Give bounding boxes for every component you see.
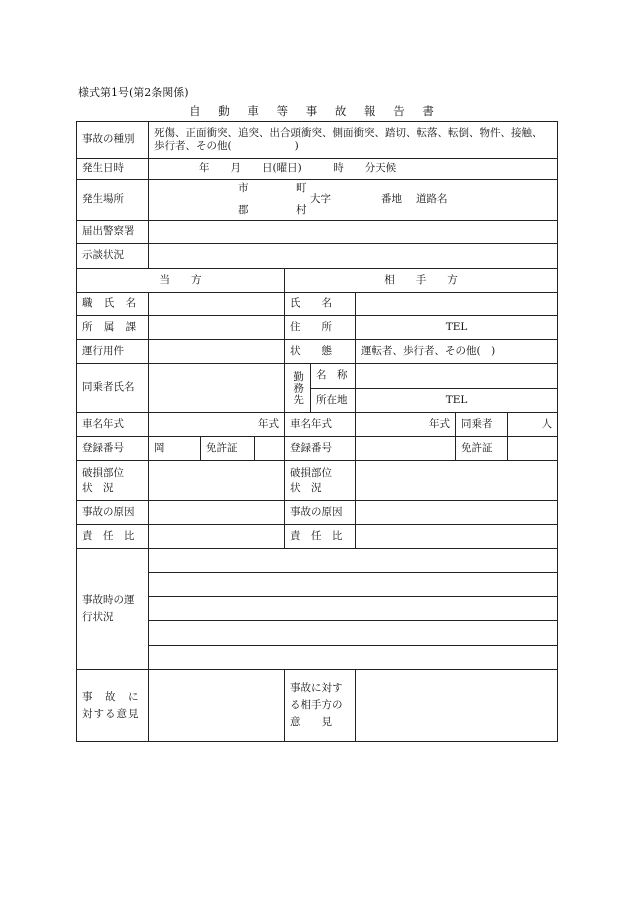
label-opinion-our: 事 故 に対する意見	[77, 670, 149, 742]
accident-report-table	[76, 121, 558, 742]
driving-status-line-2[interactable]	[149, 573, 558, 597]
our-department-field[interactable]	[149, 316, 285, 340]
our-damage-line1: 破損部位	[82, 467, 124, 480]
our-responsibility-field[interactable]	[149, 525, 285, 549]
label-co-riders: 同乗者	[456, 413, 508, 437]
other-license-field[interactable]	[508, 437, 558, 461]
label-our-cause: 事故の原因	[77, 501, 149, 525]
other-reg-number-field[interactable]	[356, 437, 456, 461]
label-workplace: 勤務先	[285, 364, 311, 413]
location-field[interactable]	[149, 180, 558, 221]
label-other-car-model: 車名年式	[285, 413, 356, 437]
label-our-car-model: 車名年式	[77, 413, 149, 437]
location-oaza: 大字	[310, 193, 331, 205]
our-cause-field[interactable]	[149, 501, 285, 525]
label-passengers: 同乗者氏名	[77, 364, 149, 413]
label-accident-type: 事故の種別	[77, 122, 149, 159]
location-village: 村	[296, 204, 307, 216]
other-address-field[interactable]	[356, 316, 558, 340]
label-other-address: 住 所	[285, 316, 356, 340]
location-road-name: 道路名	[416, 193, 448, 205]
our-damage-line2: 状 況	[82, 481, 114, 494]
tel-label: TEL	[445, 320, 468, 333]
our-passengers-field[interactable]	[149, 364, 285, 413]
label-workplace-name: 名 称	[311, 364, 356, 389]
co-riders-field[interactable]	[508, 413, 558, 437]
other-status-options[interactable]: 運転者、歩行者、その他( )	[356, 340, 558, 364]
location-county: 郡	[238, 204, 249, 216]
label-our-responsibility: 責 任 比	[77, 525, 149, 549]
label-police-station: 届出警察署	[77, 221, 149, 244]
label-workplace-location: 所在地	[311, 389, 356, 413]
label-department: 所 属 課	[77, 316, 149, 340]
location-city: 市	[238, 182, 249, 194]
driving-status-line-5[interactable]	[149, 646, 558, 670]
label-other-cause: 事故の原因	[285, 501, 356, 525]
other-name-field[interactable]	[356, 293, 558, 316]
opinion-our-field[interactable]	[149, 670, 285, 742]
label-location: 発生場所	[77, 180, 149, 221]
label-other-reg-number: 登録番号	[285, 437, 356, 461]
our-operation-field[interactable]	[149, 340, 285, 364]
location-banchi: 番地	[381, 193, 402, 205]
our-damage-field[interactable]	[149, 461, 285, 501]
opinion-other-field[interactable]	[356, 670, 558, 742]
label-other-status: 状 態	[285, 340, 356, 364]
reg-prefix: 岡	[154, 441, 165, 454]
datetime-field[interactable]: 年 月 日(曜日) 時 分天候	[149, 159, 558, 180]
other-damage-line2: 状 況	[290, 481, 322, 494]
label-our-damage	[77, 461, 149, 501]
our-year-suffix: 年式	[258, 417, 279, 430]
other-year-suffix: 年式	[429, 417, 450, 430]
driving-status-line-4[interactable]	[149, 621, 558, 646]
label-opinion-other: 事故に対する相手方の意 見	[285, 670, 356, 742]
our-name-field[interactable]	[149, 293, 285, 316]
label-other-license: 免許証	[456, 437, 508, 461]
label-driving-status: 事故時の運行状況	[77, 549, 149, 670]
other-responsibility-field[interactable]	[356, 525, 558, 549]
other-car-model-field[interactable]	[356, 413, 456, 437]
label-other-name: 氏 名	[285, 293, 356, 316]
label-other-damage	[285, 461, 356, 501]
location-town: 町	[296, 182, 307, 194]
our-license-field[interactable]	[255, 437, 285, 461]
workplace-tel-label: TEL	[445, 393, 468, 406]
accident-type-options[interactable]: 死傷、正面衝突、追突、出合頭衝突、側面衝突、踏切、転落、転倒、物件、接触、歩行者、その他( )	[149, 122, 558, 159]
header-other-side: 相 手 方	[285, 269, 558, 293]
workplace-location-field[interactable]	[356, 389, 558, 413]
other-damage-line1: 破損部位	[290, 467, 332, 480]
label-name-title: 職 氏 名	[77, 293, 149, 316]
police-station-field[interactable]	[149, 221, 558, 244]
settlement-field[interactable]	[149, 244, 558, 269]
our-car-model-field[interactable]	[149, 413, 285, 437]
label-operation: 運行用件	[77, 340, 149, 364]
other-damage-field[interactable]	[356, 461, 558, 501]
label-occurred-datetime: 発生日時	[77, 159, 149, 180]
label-our-reg-number: 登録番号	[77, 437, 149, 461]
header-our-side: 当 方	[77, 269, 285, 293]
form-number: 様式第1号(第2条関係)	[78, 86, 189, 99]
workplace-name-field[interactable]	[356, 364, 558, 389]
label-our-license: 免許証	[201, 437, 255, 461]
person-unit: 人	[541, 417, 553, 430]
our-reg-number-field[interactable]	[149, 437, 201, 461]
form-title: 自 動 車 等 事 故 報 告 書	[189, 104, 441, 118]
label-other-responsibility: 責 任 比	[285, 525, 356, 549]
other-cause-field[interactable]	[356, 501, 558, 525]
driving-status-line-3[interactable]	[149, 597, 558, 621]
driving-status-line-1[interactable]	[149, 549, 558, 573]
label-settlement: 示談状況	[77, 244, 149, 269]
